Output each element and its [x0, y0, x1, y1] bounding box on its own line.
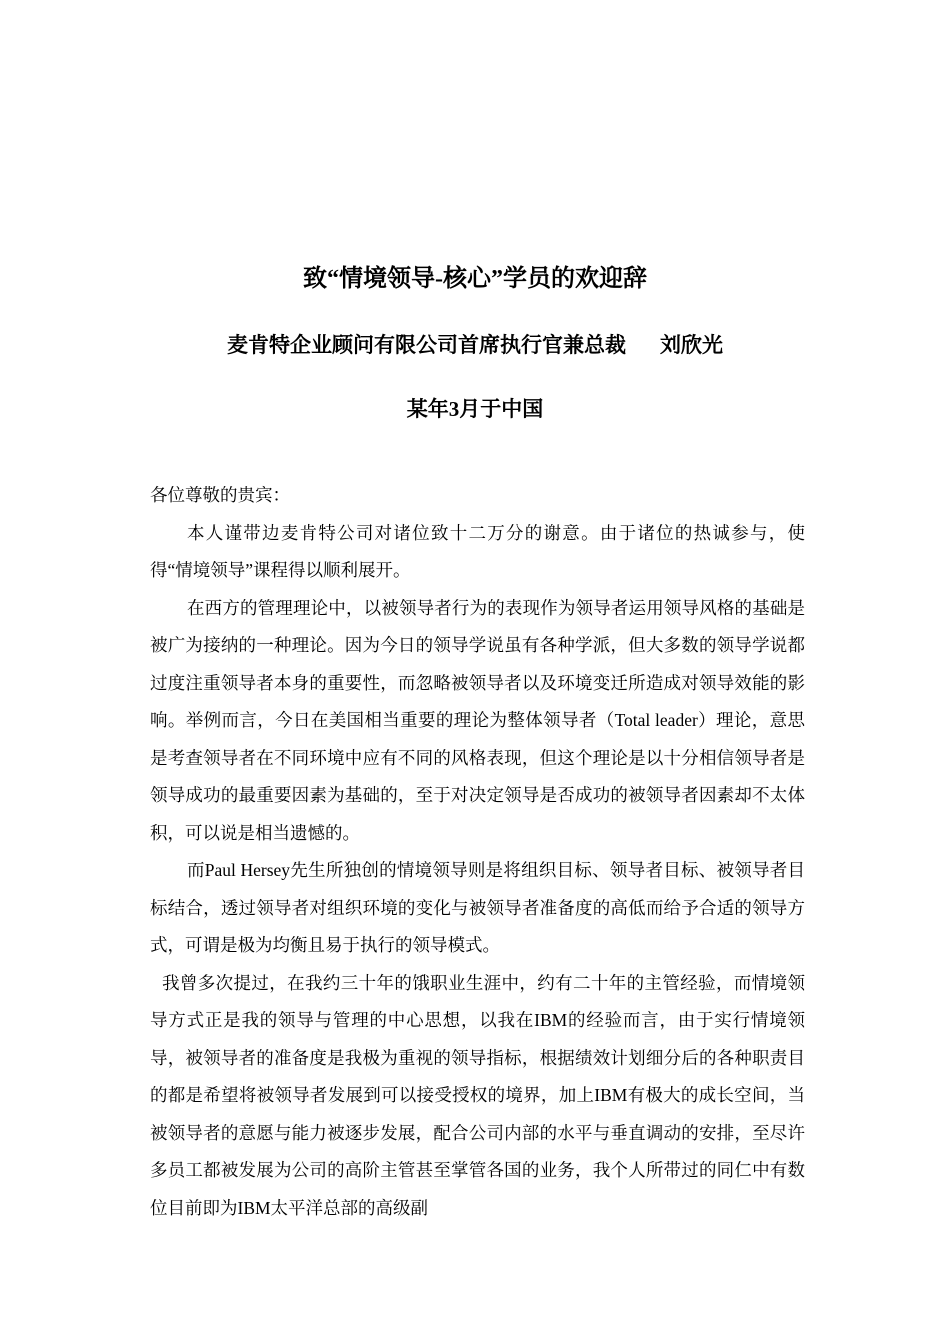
salutation: 各位尊敬的贵宾：	[150, 485, 290, 505]
letter-body	[150, 477, 805, 1227]
author-name: 刘欣光	[660, 333, 723, 357]
date-place-line: 某年3月于中国	[406, 397, 544, 421]
document-title: 致“情境领导-核心”学员的欢迎辞	[303, 266, 647, 292]
paragraph-thanks: 本人谨带边麦肯特公司对诸位致十二万分的谢意。由于诸位的热诚参与，使得“情境领导”课程得以顺利展开。	[150, 522, 805, 580]
author-line	[0, 330, 950, 360]
paragraph-personal-experience: 我曾多次提过，在我约三十年的饿职业生涯中，约有二十年的主管经验，而情境领导方式正是我的领导与管理的中心思想，以我在IBM的经验而言，由于实行情境领导，被领导者的准备度是我极为重视的领导指标，根据绩效计划细分后的各种职责目的都是希望将被领导者发展到可以接受授权的境界，加上IBM有极大的成长空间，当被领导者的意愿与能力被逐步发展，配合公司内部的水平与垂直调动的安排，至尽许多员工都被发展为公司的高阶主管甚至掌管各国的业务，我个人所带过的同仁中有数位目前即为IBM太平洋总部的高级副	[150, 972, 805, 1218]
paragraph-situational-leadership: 而Paul Hersey先生所独创的情境领导则是将组织目标、领导者目标、被领导者目标结合，透过领导者对组织环境的变化与被领导者准备度的高低而给予合适的领导方式，可谓是极为均衡且易于执行的领导模式。	[150, 860, 805, 955]
author-organization: 麦肯特企业顾问有限公司首席执行官兼总裁	[227, 333, 626, 357]
paragraph-western-theory: 在西方的管理理论中，以被领导者行为的表现作为领导者运用领导风格的基础是被广为接纳的一种理论。因为今日的领导学说虽有各种学派，但大多数的领导学说都过度注重领导者本身的重要性，而忽略被领导者以及环境变迁所造成对领导效能的影响。举例而言，今日在美国相当重要的理论为整体领导者（Total leader）理论，意思是考查领导者在不同环境中应有不同的风格表现，但这个理论是以十分相信领导者是领导成功的最重要因素为基础的，至于对决定领导是否成功的被领导者因素却不太体积，可以说是相当遗憾的。	[150, 597, 805, 843]
